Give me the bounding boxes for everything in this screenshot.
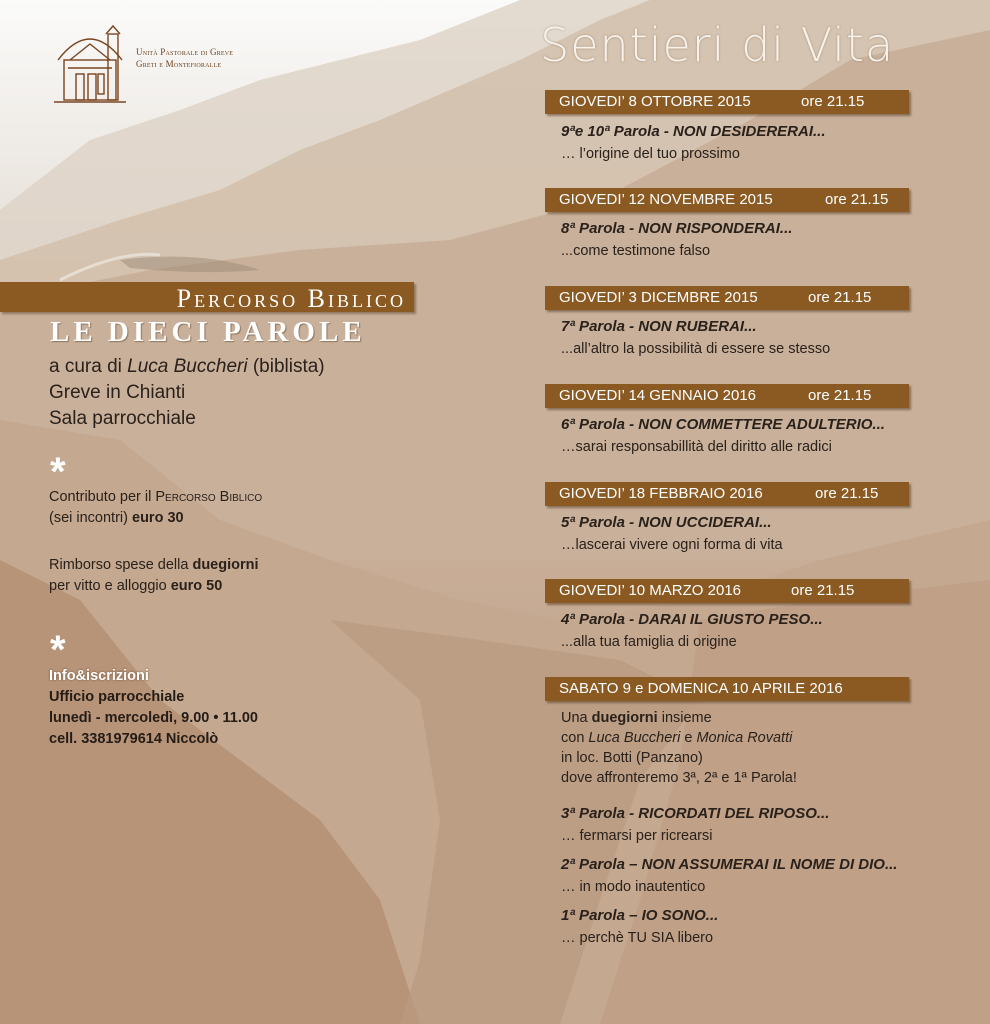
weekend-l2-prefix: con bbox=[561, 730, 589, 746]
weekend-parola: 3ª Parola - RICORDATI DEL RIPOSO... bbox=[561, 805, 830, 822]
event-bar bbox=[545, 286, 909, 310]
rimborso-line-1 bbox=[49, 555, 259, 576]
event-sub: ...alla tua famiglia di origine bbox=[561, 634, 737, 650]
event-date: GIOVEDI’ 14 GENNAIO 2016 bbox=[559, 387, 757, 404]
event-time: ore 21.15 bbox=[808, 289, 872, 306]
rimborso-block bbox=[49, 555, 259, 597]
contributo-prefix: Contributo per il bbox=[49, 489, 156, 505]
event-sub: ...all’altro la possibilità di essere se stesso bbox=[561, 341, 831, 357]
weekend-line-1 bbox=[561, 708, 797, 728]
event-date: GIOVEDI’ 3 DICEMBRE 2015 bbox=[559, 289, 758, 306]
percorso-banner bbox=[0, 282, 414, 312]
weekend-sub: … fermarsi per ricrearsi bbox=[561, 828, 713, 844]
weekend-name-1: Luca Buccheri bbox=[588, 730, 681, 746]
weekend-l1-suffix: insieme bbox=[657, 710, 712, 726]
rimborso-duegiorni: duegiorni bbox=[192, 557, 259, 573]
contributo-price: euro 30 bbox=[132, 510, 184, 526]
info-title: Info&iscrizioni bbox=[49, 668, 149, 684]
rimborso-vitto: per vitto e alloggio bbox=[49, 578, 171, 594]
event-time: ore 21.15 bbox=[825, 191, 889, 208]
event-date: GIOVEDI’ 10 MARZO 2016 bbox=[559, 582, 742, 599]
rimborso-price: euro 50 bbox=[170, 578, 223, 594]
dieci-parole-title: LE DIECI PAROLE bbox=[50, 316, 366, 348]
event-time: ore 21.15 bbox=[791, 582, 855, 599]
weekend-parola: 2ª Parola – NON ASSUMERAI IL NOME DI DIO... bbox=[561, 856, 898, 873]
event-bar bbox=[545, 579, 909, 603]
logo-line-1: Unità Pastorale di Greve bbox=[136, 47, 234, 57]
event-date: GIOVEDI’ 8 OTTOBRE 2015 bbox=[559, 93, 751, 110]
rimborso-line-2 bbox=[49, 576, 259, 597]
event-sub: …lascerai vivere ogni forma di vita bbox=[561, 537, 783, 553]
asterisk-icon: * bbox=[50, 450, 66, 494]
weekend-bar bbox=[545, 677, 909, 701]
contributo-incontri: (sei incontri) bbox=[49, 510, 132, 526]
place-line-1: Greve in Chianti bbox=[49, 382, 186, 403]
event-parola: 6ª Parola - NON COMMETTERE ADULTERIO... bbox=[561, 416, 885, 433]
event-bar bbox=[545, 384, 909, 408]
info-office: Ufficio parrocchiale bbox=[49, 689, 185, 705]
weekend-duegiorni: duegiorni bbox=[591, 710, 658, 726]
weekend-line-2 bbox=[561, 728, 797, 748]
logo-church-icon bbox=[50, 20, 130, 106]
event-time: ore 21.15 bbox=[801, 93, 865, 110]
weekend-line-3: in loc. Botti (Panzano) bbox=[561, 750, 703, 766]
curator-block bbox=[49, 354, 325, 432]
event-sub: …sarai responsabillità del diritto alle radici bbox=[561, 439, 832, 455]
contributo-line-2 bbox=[49, 508, 262, 529]
curator-line bbox=[49, 354, 325, 380]
event-parola: 4ª Parola - DARAI IL GIUSTO PESO... bbox=[561, 611, 823, 628]
contributo-line-1 bbox=[49, 487, 262, 508]
event-date: GIOVEDI’ 12 NOVEMBRE 2015 bbox=[559, 191, 773, 208]
info-phone: cell. 3381979614 Niccolò bbox=[49, 731, 219, 747]
weekend-sub: … in modo inautentico bbox=[561, 879, 706, 895]
curator-name: Luca Buccheri bbox=[127, 356, 248, 377]
place-line-2: Sala parrocchiale bbox=[49, 408, 196, 429]
event-parola: 5ª Parola - NON UCCIDERAI... bbox=[561, 514, 772, 531]
event-sub: … l’origine del tuo prossimo bbox=[561, 146, 740, 162]
weekend-l2-mid: e bbox=[680, 730, 697, 746]
weekend-sub: … perchè TU SIA libero bbox=[561, 930, 714, 946]
logo-text bbox=[136, 46, 233, 70]
curator-suffix: (biblista) bbox=[247, 356, 325, 377]
event-date: GIOVEDI’ 18 FEBBRAIO 2016 bbox=[559, 485, 763, 502]
event-bar bbox=[545, 188, 909, 212]
event-parola: 9ªe 10ª Parola - NON DESIDERERAI... bbox=[561, 123, 826, 140]
weekend-l1-prefix: Una bbox=[561, 710, 592, 726]
info-hours: lunedì - mercoledì, 9.00 • 11.00 bbox=[49, 710, 258, 726]
weekend-name-2: Monica Rovatti bbox=[696, 730, 793, 746]
contributo-block bbox=[49, 487, 262, 529]
page-title: Sentieri di Vita bbox=[540, 18, 895, 72]
weekend-date: SABATO 9 e DOMENICA 10 APRILE 2016 bbox=[559, 680, 843, 697]
info-block bbox=[49, 666, 258, 750]
logo-line-2: Greti e Montefioralle bbox=[136, 59, 222, 69]
event-bar bbox=[545, 482, 909, 506]
curator-prefix: a cura di bbox=[49, 356, 128, 377]
contributo-percorso: Percorso Biblico bbox=[155, 489, 263, 505]
weekend-parola: 1ª Parola – IO SONO... bbox=[561, 907, 719, 924]
event-time: ore 21.15 bbox=[808, 387, 872, 404]
rimborso-prefix: Rimborso spese della bbox=[49, 557, 193, 573]
event-time: ore 21.15 bbox=[815, 485, 879, 502]
percorso-banner-label: Percorso Biblico bbox=[176, 284, 406, 313]
weekend-line-4: dove affronteremo 3ª, 2ª e 1ª Parola! bbox=[561, 770, 797, 786]
asterisk-icon: * bbox=[50, 628, 66, 672]
event-parola: 8ª Parola - NON RISPONDERAI... bbox=[561, 220, 793, 237]
event-parola: 7ª Parola - NON RUBERAI... bbox=[561, 318, 757, 335]
event-bar bbox=[545, 90, 909, 114]
event-sub: ...come testimone falso bbox=[561, 243, 711, 259]
weekend-description bbox=[561, 708, 797, 788]
